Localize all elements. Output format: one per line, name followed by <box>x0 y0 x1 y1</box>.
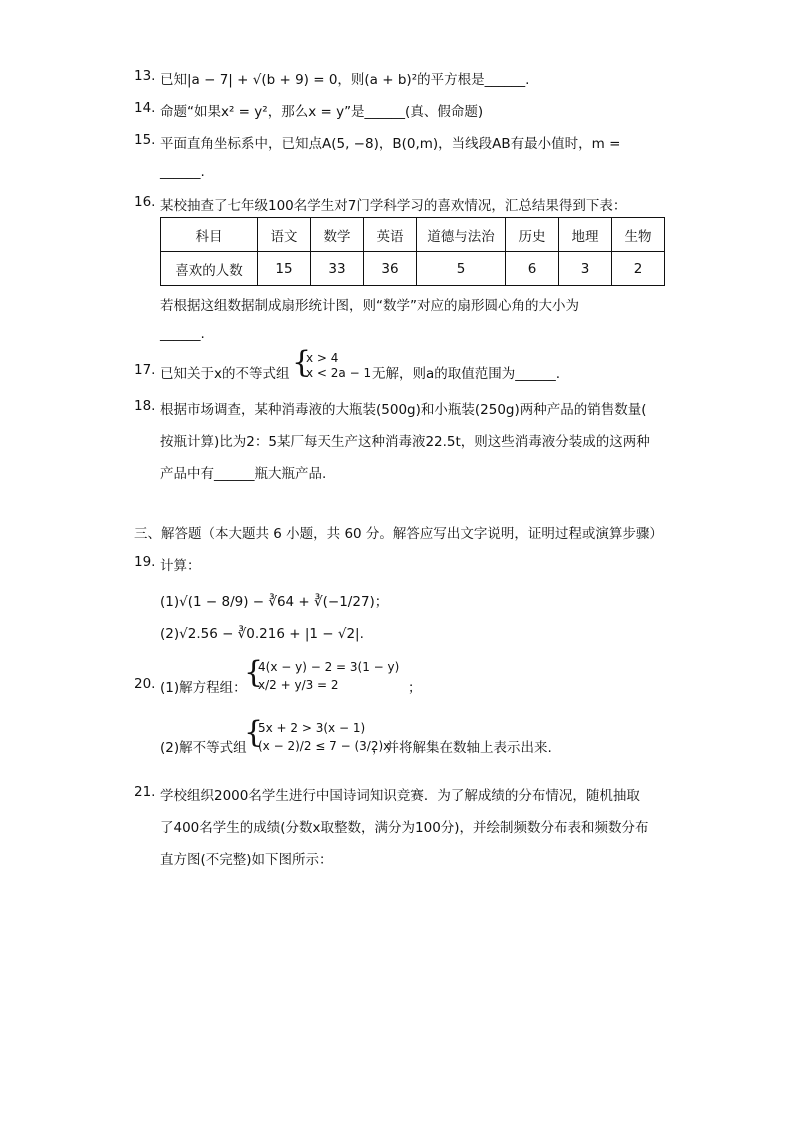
table-cell: 5 <box>417 252 506 286</box>
q18-number: 18. <box>134 398 156 414</box>
table-cell: 15 <box>258 252 311 286</box>
table-cell: 6 <box>506 252 559 286</box>
q17-pre: 已知关于x的不等式组 <box>160 366 290 382</box>
q15-number: 15. <box>134 132 156 148</box>
q20-part1-eq1: 4(x − y) − 2 = 3(1 − y) <box>258 660 400 674</box>
q18-line2: 按瓶计算)比为2：5某厂每天生产这种消毒液22.5t，则这些消毒液分装成的这两种 <box>160 434 650 450</box>
q18-line3: 产品中有______瓶大瓶产品. <box>160 466 327 482</box>
q15-line2: ______. <box>160 164 205 180</box>
q17-post: 无解，则a的取值范围为______. <box>372 366 561 382</box>
section-heading: 三、解答题（本大题共 6 小题，共 60 分。解答应写出文字说明，证明过程或演算步骤） <box>134 526 663 542</box>
table-cell: 喜欢的人数 <box>161 252 258 286</box>
table-cell: 历史 <box>506 218 559 252</box>
q20-part2-eq1: 5x + 2 > 3(x − 1) <box>258 721 366 735</box>
q19-part2: (2)√2.56 − ∛0.216 + |1 − √2|. <box>160 626 364 642</box>
table-cell: 2 <box>612 252 665 286</box>
q16-after2: ______. <box>160 326 205 342</box>
table-cell: 英语 <box>364 218 417 252</box>
q19-part1: (1)√(1 − 8/9) − ∛64 + ∛(−1/27)； <box>160 594 389 610</box>
q15-line1: 平面直角坐标系中，已知点A(5, −8)，B(0,m)，当线段AB有最小值时，m = <box>160 136 621 152</box>
q17-number: 17. <box>134 362 156 378</box>
q19-number: 19. <box>134 554 156 570</box>
table-cell: 36 <box>364 252 417 286</box>
q20-part1-eq2: x/2 + y/3 = 2 <box>258 678 339 692</box>
q16-after1: 若根据这组数据制成扇形统计图，则“数学”对应的扇形圆心角的大小为 <box>160 298 579 314</box>
table-cell: 33 <box>311 252 364 286</box>
q20-part1-post: ； <box>408 680 422 696</box>
q14-number: 14. <box>134 100 156 116</box>
q16-table <box>160 217 665 286</box>
q19-title: 计算： <box>160 558 201 574</box>
table-header-row <box>161 218 665 252</box>
q13-text: 已知|a − 7| + √(b + 9) = 0，则(a + b)²的平方根是______. <box>160 72 530 88</box>
table-cell: 3 <box>559 252 612 286</box>
q20-part2-post: ，并将解集在数轴上表示出来. <box>372 740 552 756</box>
table-row <box>161 252 665 286</box>
table-cell: 道德与法治 <box>417 218 506 252</box>
q21-number: 21. <box>134 784 156 800</box>
q16-number: 16. <box>134 194 156 210</box>
q17-sys1: x > 4 <box>306 351 339 365</box>
q17-sys2: x < 2a − 1 <box>306 366 372 380</box>
q20-part2-eq2: (x − 2)/2 ≤ 7 − (3/2)x <box>258 739 391 753</box>
q20-part2-brace: { <box>244 715 264 750</box>
q20-part2-pre: (2)解不等式组 <box>160 740 247 756</box>
q16-text: 某校抽查了七年级100名学生对7门学科学习的喜欢情况，汇总结果得到下表： <box>160 198 627 214</box>
q14-text: 命题“如果x² = y²，那么x = y”是______(真、假命题) <box>160 104 484 120</box>
q20-number: 20. <box>134 676 156 692</box>
table-cell: 数学 <box>311 218 364 252</box>
table-cell: 生物 <box>612 218 665 252</box>
q17-brace: { <box>292 345 312 380</box>
q18-line1: 根据市场调查，某种消毒液的大瓶装(500g)和小瓶装(250g)两种产品的销售数量( <box>160 402 647 418</box>
q21-line2: 了400名学生的成绩(分数x取整数，满分为100分)，并绘制频数分布表和频数分布 <box>160 820 649 836</box>
q20-part1-pre: (1)解方程组： <box>160 680 247 696</box>
table-cell: 语文 <box>258 218 311 252</box>
table-cell: 科目 <box>161 218 258 252</box>
q20-part1-brace: { <box>244 655 264 690</box>
q21-line3: 直方图(不完整)如下图所示： <box>160 852 333 868</box>
q13-number: 13. <box>134 68 156 84</box>
q21-line1: 学校组织2000名学生进行中国诗词知识竞赛．为了解成绩的分布情况，随机抽取 <box>160 788 640 804</box>
table-cell: 地理 <box>559 218 612 252</box>
